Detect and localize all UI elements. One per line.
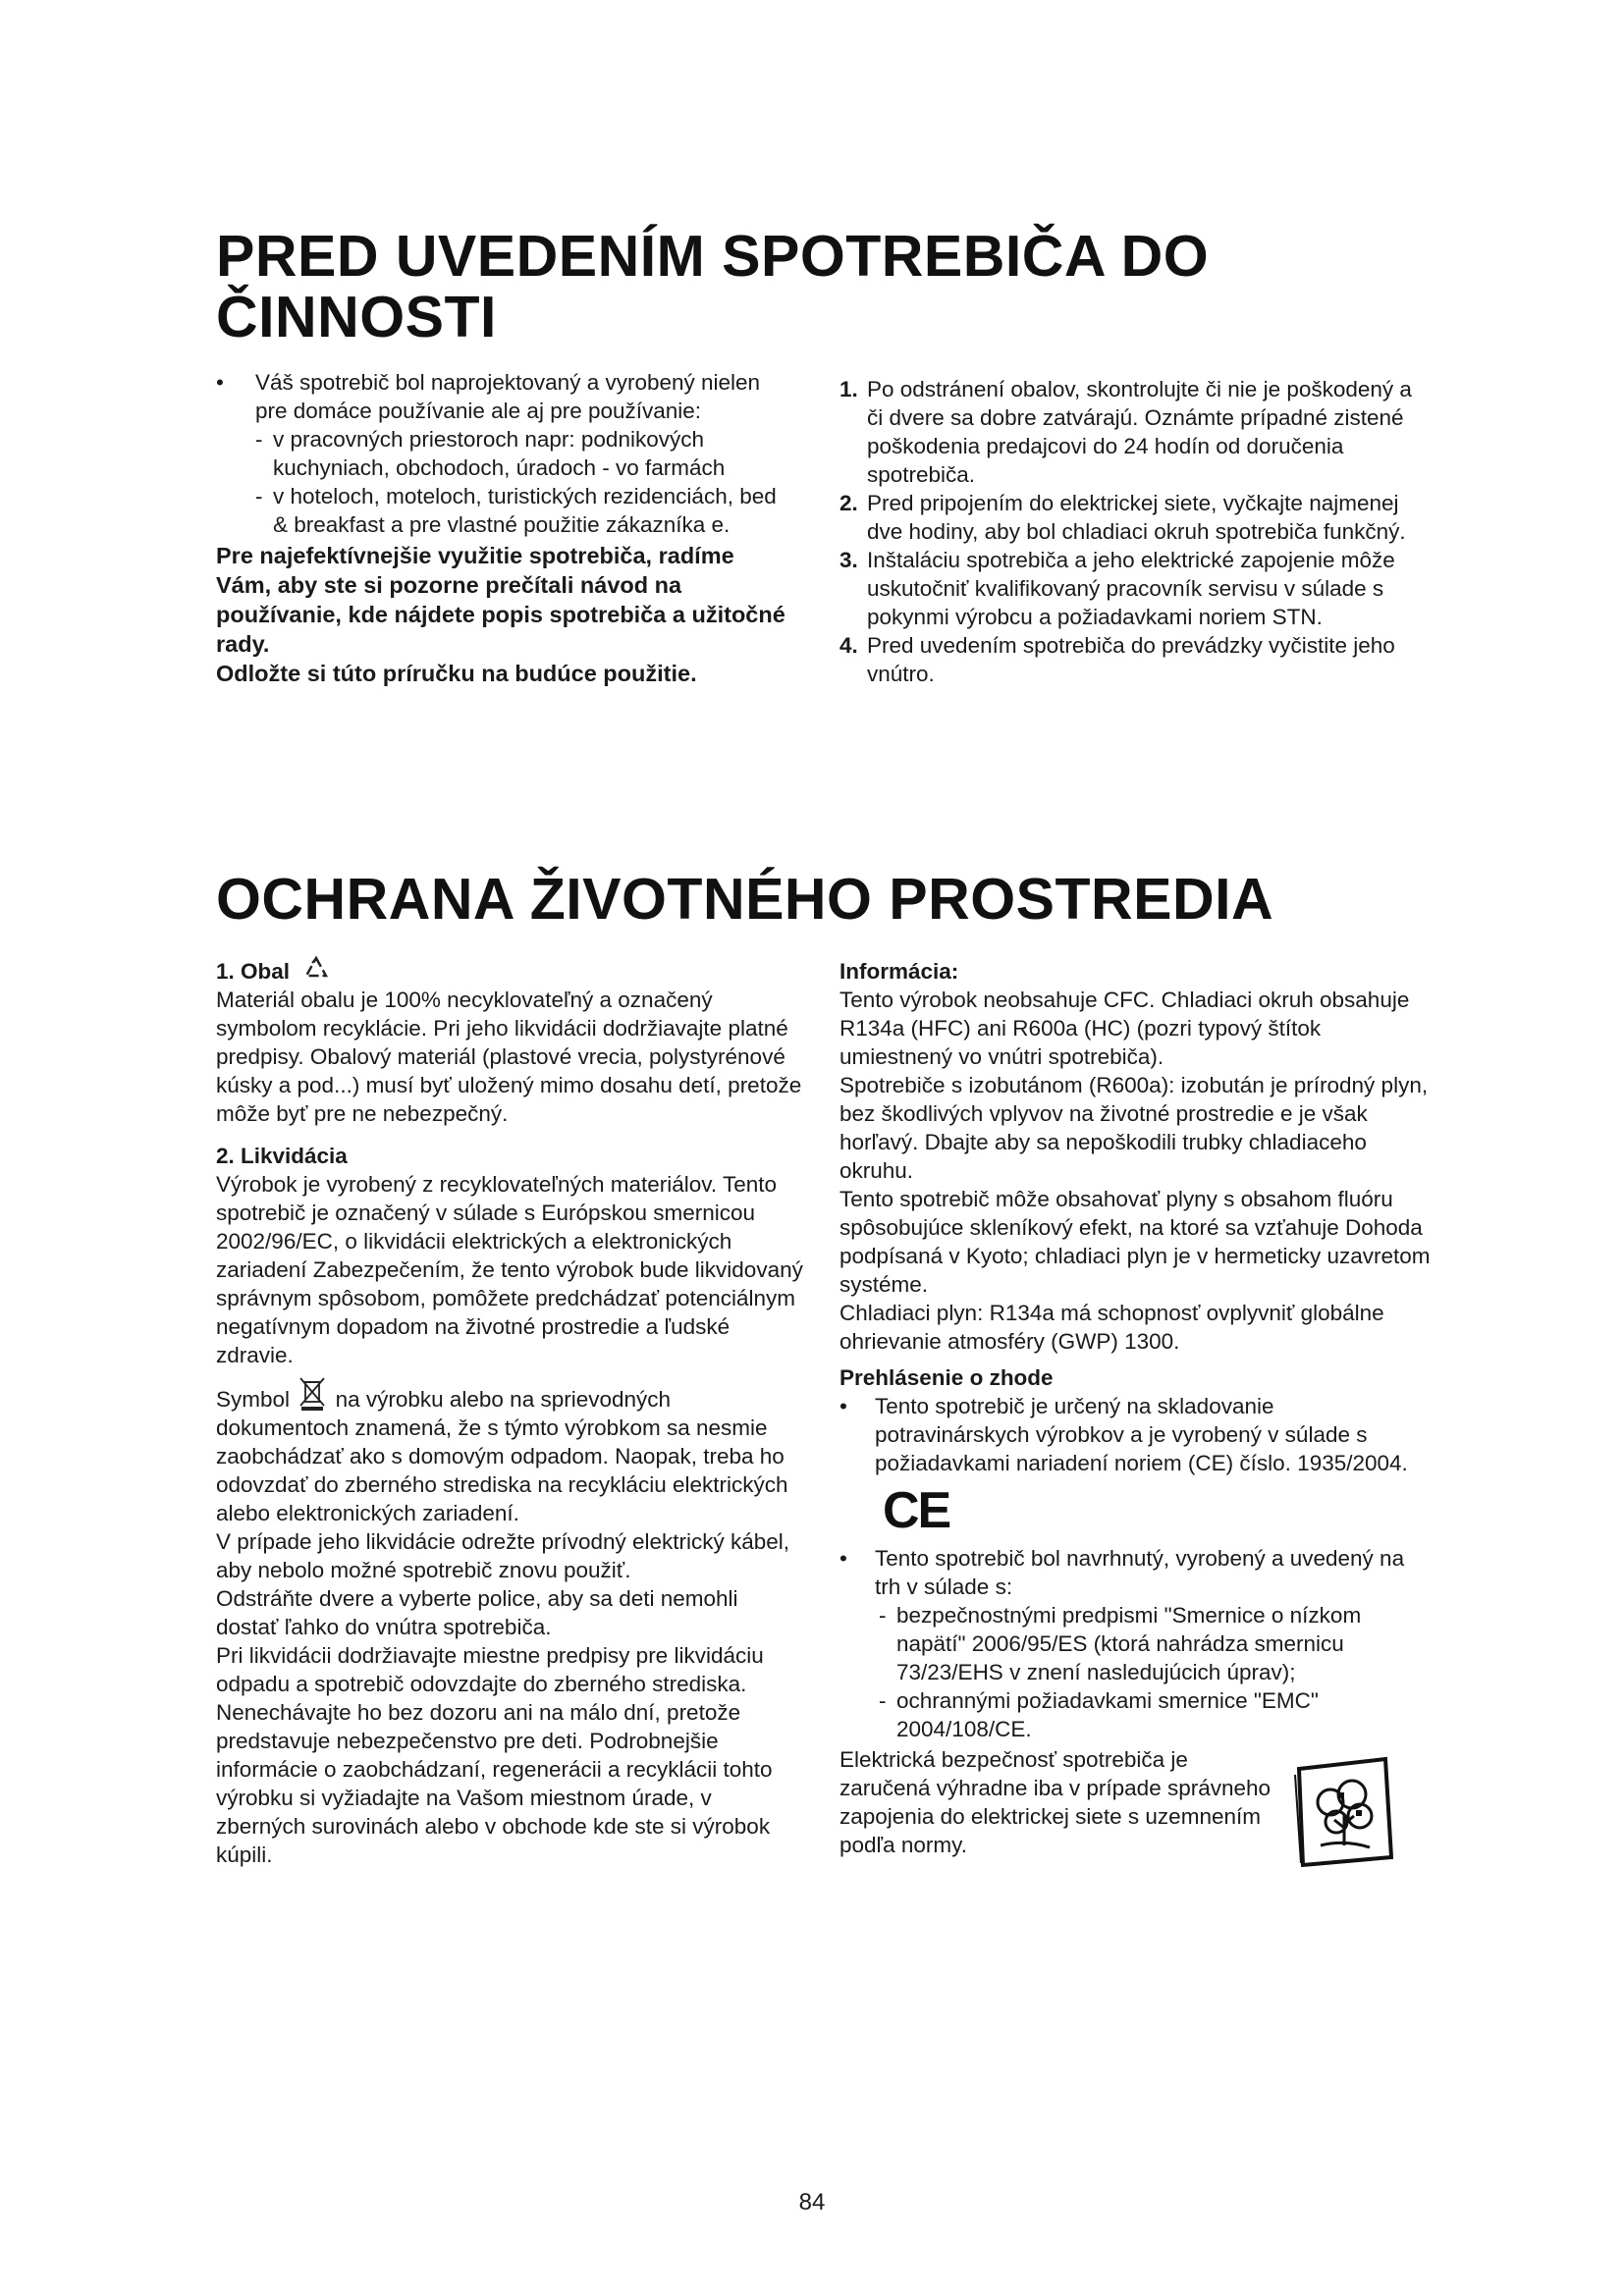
section2-title: OCHRANA ŽIVOTNÉHO PROSTREDIA	[216, 867, 1274, 932]
bullet-mark: •	[839, 1394, 847, 1418]
step-text: Pred pripojením do elektrickej siete, vyčkajte najmenej dve hodiny, aby bol chladiaci okruh spotrebiča funkčný.	[867, 491, 1406, 544]
info-text-2: Spotrebiče s izobutánom (R600a): izobután je prírodný plyn, bez škodlivých vplyvov na životné prostredie e je však horľavý. Dbajte aby sa nepoškodili trubky chladiaceho okruhu.	[839, 1073, 1429, 1183]
dash-mark: -	[879, 1688, 887, 1713]
obal-heading-text: 1. Obal	[216, 959, 291, 984]
spacer	[216, 1128, 805, 1142]
symbol-paragraph	[216, 1385, 805, 1527]
spacer	[839, 1356, 1434, 1363]
ce-mark-row	[839, 1483, 1434, 1538]
step-text: Pred uvedením spotrebiča do prevádzky vyčistite jeho vnútro.	[867, 633, 1395, 686]
step-number: 1.	[839, 377, 858, 401]
section2-left-column	[216, 957, 805, 1869]
info-text-4: Chladiaci plyn: R134a má schopnosť ovplyvniť globálne ohrievanie atmosféry (GWP) 1300.	[839, 1301, 1384, 1354]
declaration-bullet-2	[839, 1544, 1434, 1601]
usage-sub-text-1: v pracovných priestoroch napr: podnikových kuchyniach, obchodoch, úradoch - vo farmách	[273, 427, 726, 480]
intro-text: Váš spotrebič bol naprojektovaný a vyrobený nielen pre domáce používanie ale aj pre používanie:	[255, 370, 761, 423]
dash-mark: -	[255, 484, 263, 508]
section1-title-line1: PRED UVEDENÍM SPOTREBIČA DO	[216, 224, 1210, 289]
obal-text: Materiál obalu je 100% necyklovateľný a označený symbolom recyklácie. Pri jeho likvidácii dodržiavajte platné predpisy. Obalový materiál (plastové vrecia, polystyrénové kúsky a pod...) musí byť uložený mimo dosahu detí, pretože môže byť pre ne nebezpečný.	[216, 988, 802, 1126]
symbol-text-after: na výrobku alebo na sprievodných dokumentoch znamená, že s týmto výrobkom sa nesmie zaobchádzať ako s domovým odpadom. Naopak, treba ho odovzdať do zberného strediska na recykláciu elektrických alebo elektronických zariadení.	[216, 1387, 788, 1525]
bullet-mark: •	[839, 1546, 847, 1571]
step-number: 4.	[839, 633, 858, 658]
step-number: 2.	[839, 491, 858, 515]
declaration-bullet-1	[839, 1392, 1434, 1477]
declaration-sub-text-2: ochrannými požiadavkami smernice "EMC" 2004/108/CE.	[896, 1688, 1319, 1741]
info-text-1: Tento výrobok neobsahuje CFC. Chladiaci okruh obsahuje R134a (HFC) ani R600a (HC) (pozri typový štítok umiestnený vo vnútri spotrebiča).	[839, 988, 1410, 1069]
step-item-3	[839, 546, 1429, 631]
symbol-text-before: Symbol	[216, 1387, 291, 1412]
dash-mark: -	[255, 427, 263, 452]
page-number: 84	[798, 2189, 826, 2216]
likvidacia-text: Výrobok je vyrobený z recyklovateľných materiálov. Tento spotrebič je označený v súlade s Európskou smernicou 2002/96/EC, o likvidácii elektrických a elektronických zariadení Zabezpečením, že tento výrobok bude likvidovaný správnym spôsobom, pomôžete predchádzať potenciálnym negatívnym dopadom na životné prostredie a ľudské zdravie.	[216, 1172, 803, 1367]
dash-mark: -	[879, 1603, 887, 1628]
obal-heading	[216, 957, 805, 986]
rules-text: Pri likvidácii dodržiavajte miestne predpisy pre likvidáciu odpadu a spotrebič odovzdajte do zberného strediska. Nenechávajte ho bez dozoru ani na málo dní, pretože predstavuje nebezpečenstvo pre deti. Podrobnejšie informácie o zaobchádzaní, regenerácii a recyklácii tohto výrobku si vyžiadajte na Vašom miestnom úrade, v zberných surovinách alebo v obchode kde ste si výrobok kúpili.	[216, 1643, 773, 1867]
declaration-sub-2	[839, 1686, 1434, 1743]
step-text: Po odstránení obalov, skontrolujte či nie je poškodený a či dvere sa dobre zatvárajú. Oznámte prípadné zistené poškodenia predajcovi do 24 hodín od doručenia spotrebiča.	[867, 377, 1412, 487]
step-item-1	[839, 375, 1429, 489]
declaration-text-1: Tento spotrebič je určený na skladovanie potravinárskych výrobkov a je vyrobený v súlade s požiadavkami nariadení noriem (CE) číslo. 1935/2004.	[875, 1394, 1408, 1475]
declaration-sub-text-1: bezpečnostnými predpismi "Smernice o nízkom napätí" 2006/95/ES (ktorá nahrádza smernicu 73/23/EHS v znení nasledujúcich úprav);	[896, 1603, 1362, 1684]
info-heading: Informácia:	[839, 959, 959, 984]
step-number: 3.	[839, 548, 858, 572]
declaration-sub-1	[839, 1601, 1434, 1686]
likvidacia-heading: 2. Likvidácia	[216, 1144, 348, 1168]
section2-right-column	[839, 957, 1434, 1859]
bullet-mark: •	[216, 370, 224, 395]
keep-manual-text: Odložte si túto príručku na budúce použitie.	[216, 661, 697, 686]
eco-tree-icon	[1291, 1755, 1399, 1871]
usage-sub-item-1	[255, 425, 795, 482]
section1-right-column	[839, 375, 1429, 688]
doors-text: Odstráňte dvere a vyberte police, aby sa deti nemohli dostať ľahko do vnútra spotrebiča.	[216, 1586, 738, 1639]
advice-bold-text: Pre najefektívnejšie využitie spotrebiča, radíme Vám, aby ste si pozorne prečítali návod na používanie, kde nájdete popis spotrebiča a užitočné rady.	[216, 543, 785, 657]
ce-mark: CE	[883, 1482, 950, 1539]
usage-sub-item-2	[255, 482, 795, 539]
intro-bullet	[216, 368, 795, 425]
step-item-2	[839, 489, 1429, 546]
crossed-bin-icon	[298, 1376, 327, 1412]
info-text-3: Tento spotrebič môže obsahovať plyny s obsahom fluóru spôsobujúce skleníkový efekt, na ktoré sa vzťahuje Dohoda podpísaná v Kyoto; chladiaci plyn je v hermeticky uzavretom systéme.	[839, 1187, 1431, 1297]
electrical-safety-block	[839, 1745, 1434, 1859]
step-item-4	[839, 631, 1429, 688]
usage-sub-text-2: v hoteloch, moteloch, turistických rezidenciách, bed & breakfast a pre vlastné použitie zákazníka e.	[273, 484, 777, 537]
cable-text: V prípade jeho likvidácie odrežte prívodný elektrický kábel, aby nebolo možné spotrebič znovu použiť.	[216, 1529, 790, 1582]
electrical-safety-text: Elektrická bezpečnosť spotrebiča je zaručená výhradne iba v prípade správneho zapojenia do elektrickej siete s uzemnením podľa normy.	[839, 1747, 1272, 1857]
declaration-heading: Prehlásenie o zhode	[839, 1365, 1054, 1390]
section1-title-line2: ČINNOSTI	[216, 285, 497, 349]
recycle-icon	[299, 954, 333, 984]
step-text: Inštaláciu spotrebiča a jeho elektrické zapojenie môže uskutočniť kvalifikovaný pracovník servisu v súlade s pokynmi výrobcu a požiadavkami noriem STN.	[867, 548, 1395, 629]
section1-title	[216, 226, 1209, 347]
section1-left-column	[216, 368, 795, 688]
declaration-text-2: Tento spotrebič bol navrhnutý, vyrobený a uvedený na trh v súlade s:	[875, 1546, 1405, 1599]
